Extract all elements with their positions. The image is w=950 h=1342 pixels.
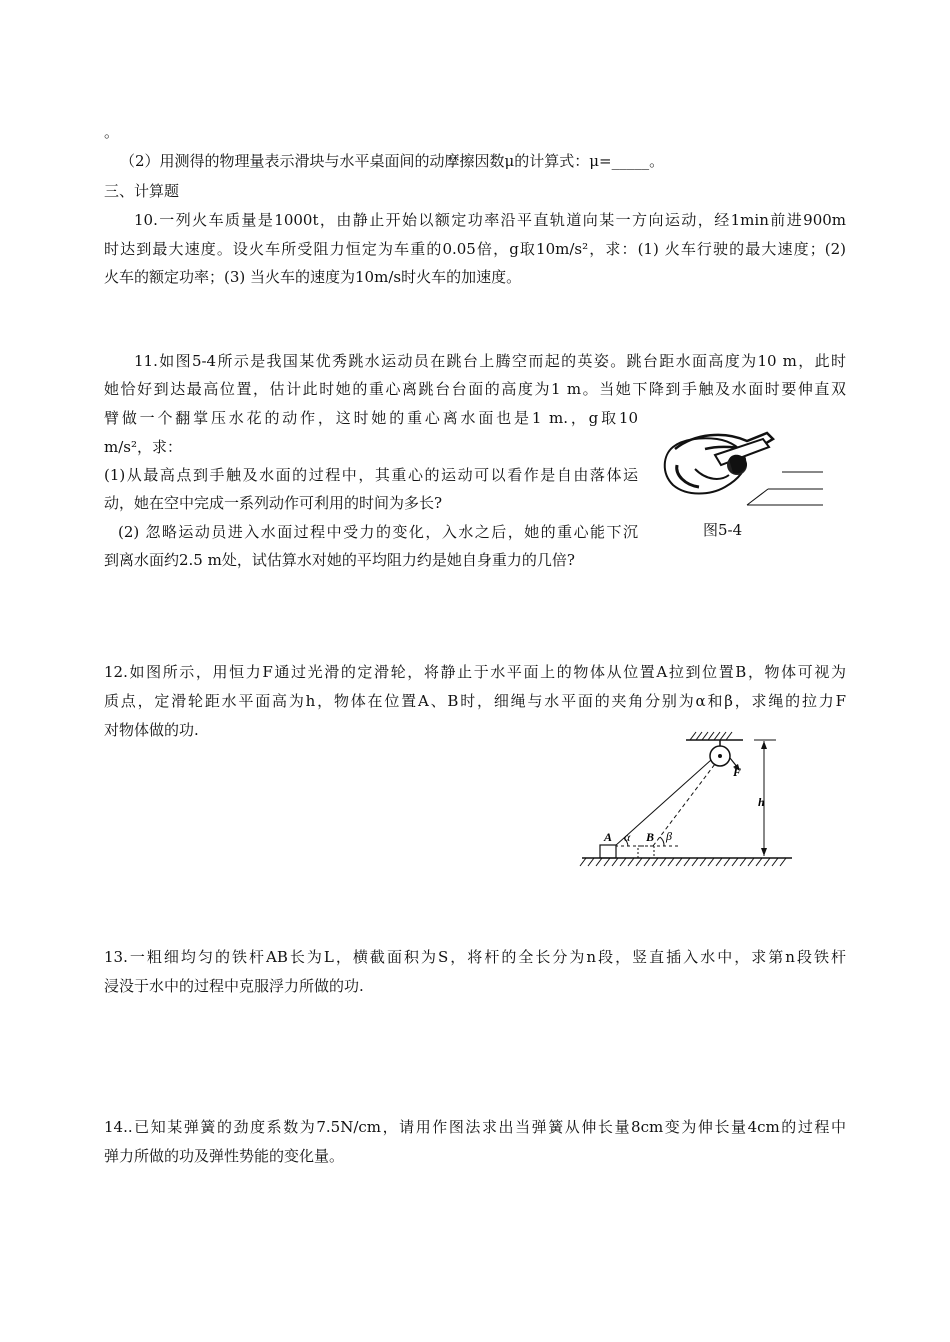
q12-line-3: 对物体做的功. xyxy=(104,721,199,739)
figure-5-4-diver xyxy=(655,425,830,515)
q11-line-1: 11.如图5-4所示是我国某优秀跳水运动员在跳台上腾空而起的英姿。跳台距水面高度为10 m，此时 xyxy=(134,352,846,370)
rope-at-b xyxy=(653,764,715,846)
q11-line-5: (1)从最高点到手触及水面的过程中，其重心的运动可以看作是自由落体运 xyxy=(104,466,638,484)
q14-line-1: 14..已知某弹簧的劲度系数为7.5N/cm，请用作图法求出当弹簧从伸长量8cm变为伸长量4cm的过程中 xyxy=(104,1118,846,1136)
height-label: h xyxy=(758,795,765,809)
q13-line-1: 13.一粗细均匀的铁杆AB长为L，横截面积为S，将杆的全长分为n段，竖直插入水中，求第n段铁杆 xyxy=(104,948,846,966)
platform-slope xyxy=(747,489,768,505)
force-label: F xyxy=(733,765,742,779)
top-mark: 。 xyxy=(104,123,120,141)
q11-line-6: 动，她在空中完成一系列动作可利用的时间为多长? xyxy=(104,494,443,512)
q10-line-3: 火车的额定功率；(3) 当火车的速度为10m/s时火车的加速度。 xyxy=(104,268,522,286)
figure-5-4-caption: 图5-4 xyxy=(703,521,743,539)
q11-line-8: 到离水面约2.5 m处，试估算水对她的平均阻力约是她自身重力的几倍? xyxy=(104,551,575,569)
angle-beta-label: β xyxy=(666,829,672,843)
point-b-label: B xyxy=(646,830,655,844)
q11-line-7: (2) 忽略运动员进入水面过程中受力的变化，入水之后，她的重心能下沉 xyxy=(118,523,638,541)
figure-pulley-diagram xyxy=(578,728,798,873)
q13-line-2: 浸没于水中的过程中克服浮力所做的功. xyxy=(104,977,364,995)
point-a-label: A xyxy=(604,830,613,844)
pulley-axle xyxy=(718,754,722,758)
q14-line-2: 弹力所做的功及弹性势能的变化量。 xyxy=(104,1147,345,1165)
height-arrow-top xyxy=(761,741,767,749)
ceiling-hatching xyxy=(690,732,732,740)
q11-line-3: 臂做一个翻掌压水花的动作，这时她的重心离水面也是1 m.，g取10 xyxy=(104,409,638,427)
q11-line-4: m/s²，求： xyxy=(104,438,182,456)
q11-line-2: 她恰好到达最高位置，估计此时她的重心离跳台台面的高度为1 m。当她下降到手触及水面时要伸直双 xyxy=(104,380,846,398)
block-at-a xyxy=(600,845,616,858)
block-at-b-dashed xyxy=(638,846,654,858)
angle-alpha-label: α xyxy=(624,830,631,844)
question-9-part-2: （2）用测得的物理量表示滑块与水平桌面间的动摩擦因数μ的计算式：μ=_____。 xyxy=(120,152,665,170)
q12-line-1: 12.如图所示，用恒力F通过光滑的定滑轮，将静止于水平面上的物体从位置A拉到位置B，物体可视为 xyxy=(104,663,846,681)
q10-line-2: 时达到最大速度。设火车所受阻力恒定为车重的0.05倍，g取10m/s²，求：(1) 火车行驶的最大速度；(2) xyxy=(104,240,846,258)
height-arrow-bottom xyxy=(761,848,767,856)
q12-line-2: 质点，定滑轮距水平面高为h，物体在位置A、B时，细绳与水平面的夹角分别为α和β，求绳的拉力F xyxy=(104,692,846,710)
angle-beta-arc xyxy=(660,837,664,846)
q10-line-1: 10.一列火车质量是1000t，由静止开始以额定功率沿平直轨道向某一方向运动，经1min前进900m xyxy=(134,211,846,229)
section-title: 三、计算题 xyxy=(104,182,180,200)
ground-hatching xyxy=(580,858,786,866)
